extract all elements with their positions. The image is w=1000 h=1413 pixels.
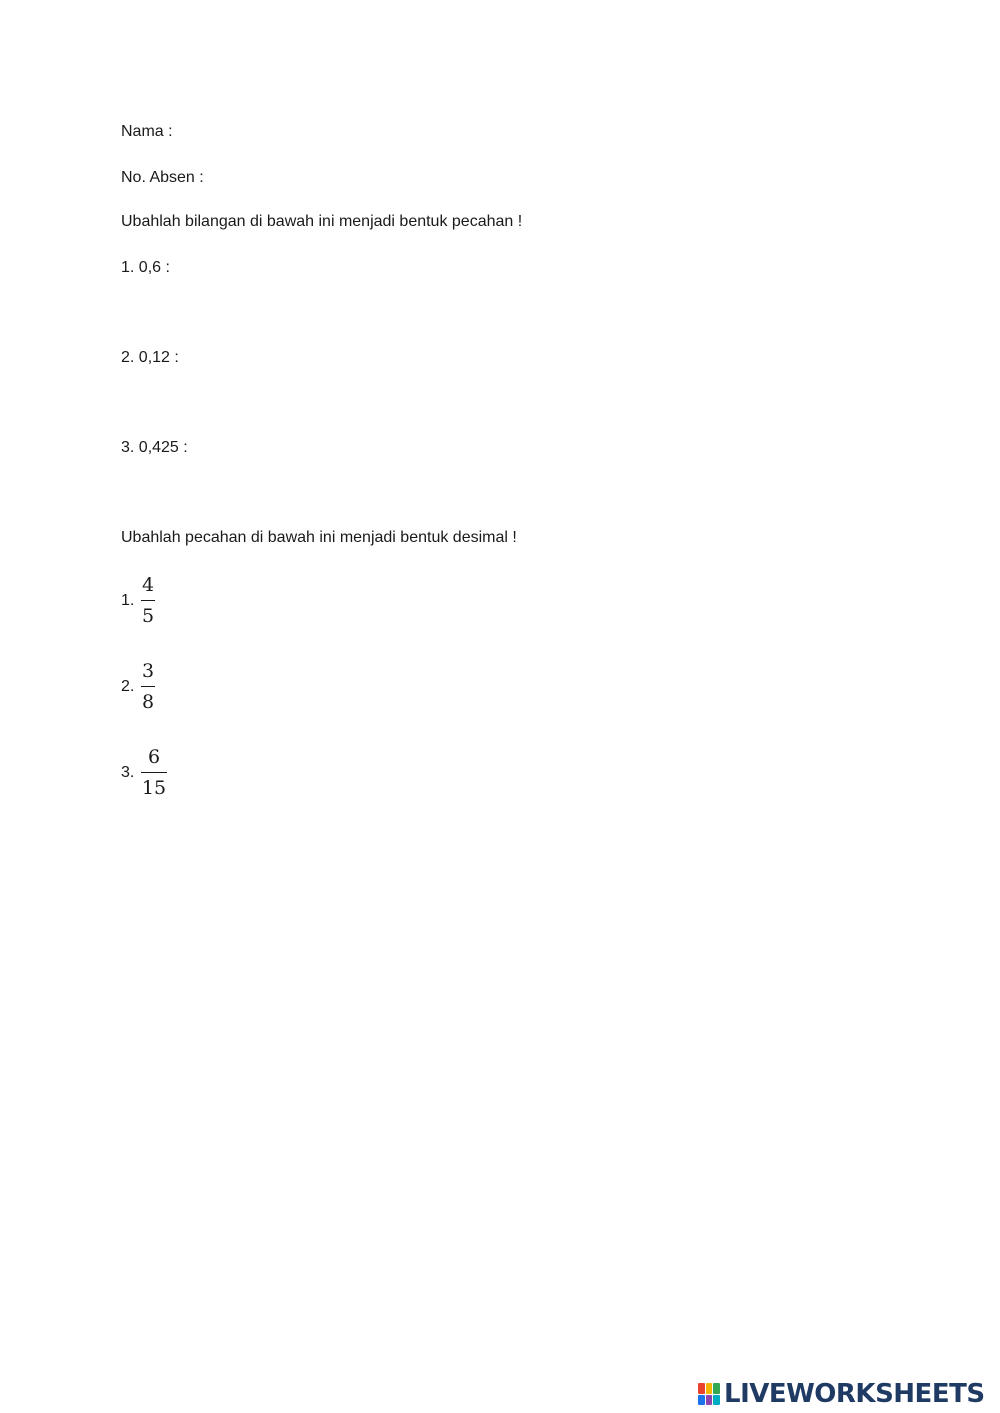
fraction-denominator: 5 [141, 605, 155, 627]
section1-question-3: 3. 0,425 : [121, 439, 188, 456]
section1-instruction: Ubahlah bilangan di bawah ini menjadi bentuk pecahan ! [121, 213, 523, 230]
fraction-bar [141, 600, 155, 601]
section2-instruction: Ubahlah pecahan di bawah ini menjadi bentuk desimal ! [121, 529, 517, 546]
logo-tile [713, 1395, 720, 1406]
logo-tile [706, 1395, 713, 1406]
question-number: 2. [121, 678, 135, 695]
fraction-denominator: 15 [141, 777, 167, 799]
fraction [141, 744, 167, 801]
fraction-numerator: 6 [147, 746, 161, 768]
logo-tile [698, 1383, 705, 1394]
logo-tile [698, 1395, 705, 1406]
logo-icon [698, 1383, 720, 1405]
absence-number-label: No. Absen : [121, 169, 204, 186]
question-number: 1. [121, 592, 135, 609]
logo-text: LIVEWORKSHEETS [724, 1379, 985, 1409]
fraction [141, 658, 155, 715]
logo-tile [706, 1383, 713, 1394]
logo-tile [713, 1383, 720, 1394]
fraction-numerator: 4 [141, 574, 155, 596]
fraction [141, 572, 155, 629]
fraction-bar [141, 772, 167, 773]
fraction-bar [141, 686, 155, 687]
question-number: 3. [121, 764, 135, 781]
section1-question-1: 1. 0,6 : [121, 259, 170, 276]
liveworksheets-logo [698, 1378, 985, 1410]
name-label: Nama : [121, 123, 173, 140]
section1-question-2: 2. 0,12 : [121, 349, 179, 366]
fraction-numerator: 3 [141, 660, 155, 682]
fraction-denominator: 8 [141, 691, 155, 713]
